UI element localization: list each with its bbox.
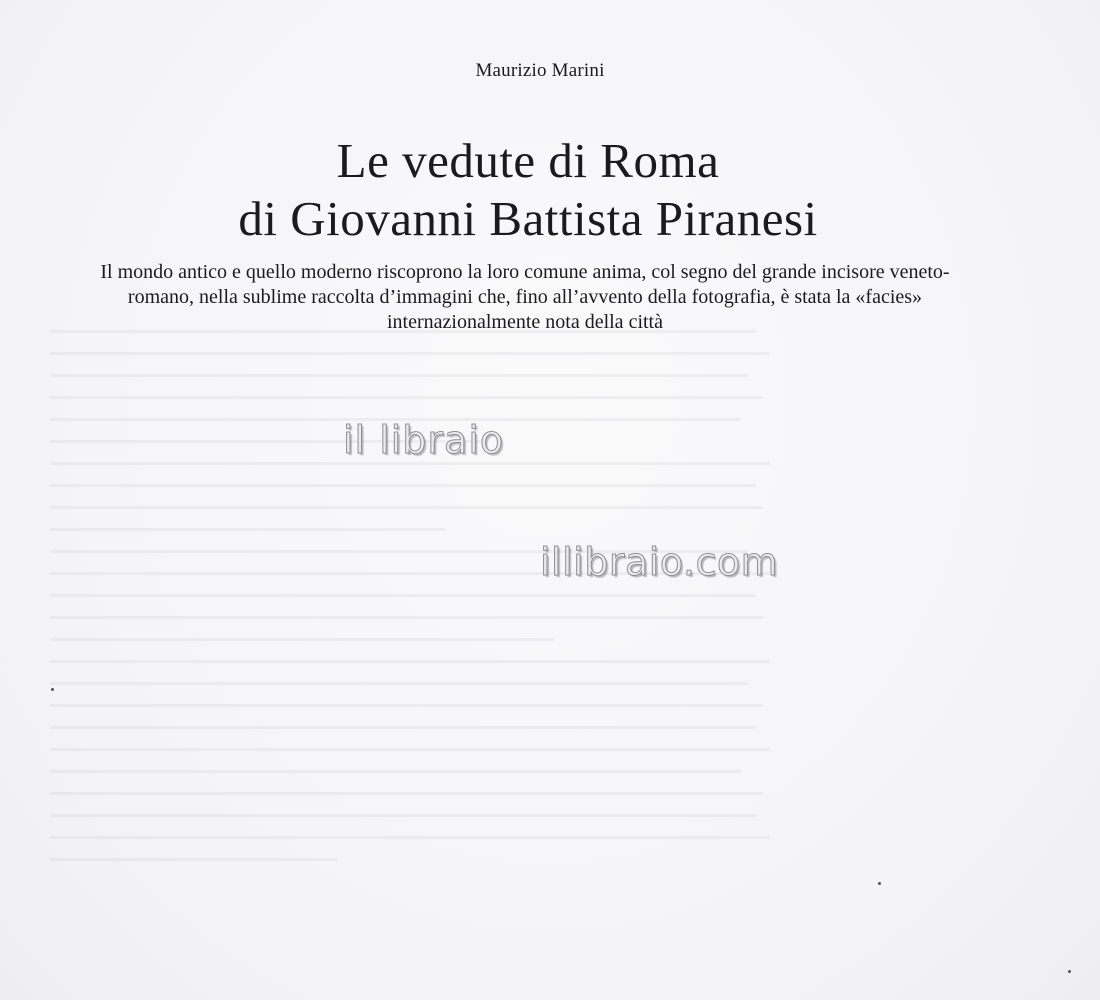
watermark-primary: il libraio <box>343 418 505 462</box>
article-title <box>0 132 1056 248</box>
paper-speck <box>878 882 881 885</box>
author-name: Maurizio Marini <box>475 60 605 81</box>
watermark-secondary: illibraio.com <box>540 540 779 584</box>
paper-speck <box>51 688 54 691</box>
article-subtitle: Il mondo antico e quello moderno riscoprono la loro comune anima, col segno del grande incisore veneto-romano, nella sublime raccolta d’immagini che, fino all’avvento della fotografia, è stata la «facies» internazionalmente nota della città <box>100 261 950 333</box>
title-line-2: di Giovanni Battista Piranesi <box>238 191 818 246</box>
show-through-text <box>50 330 770 910</box>
paper-speck <box>1068 970 1071 973</box>
title-line-1: Le vedute di Roma <box>336 133 720 188</box>
